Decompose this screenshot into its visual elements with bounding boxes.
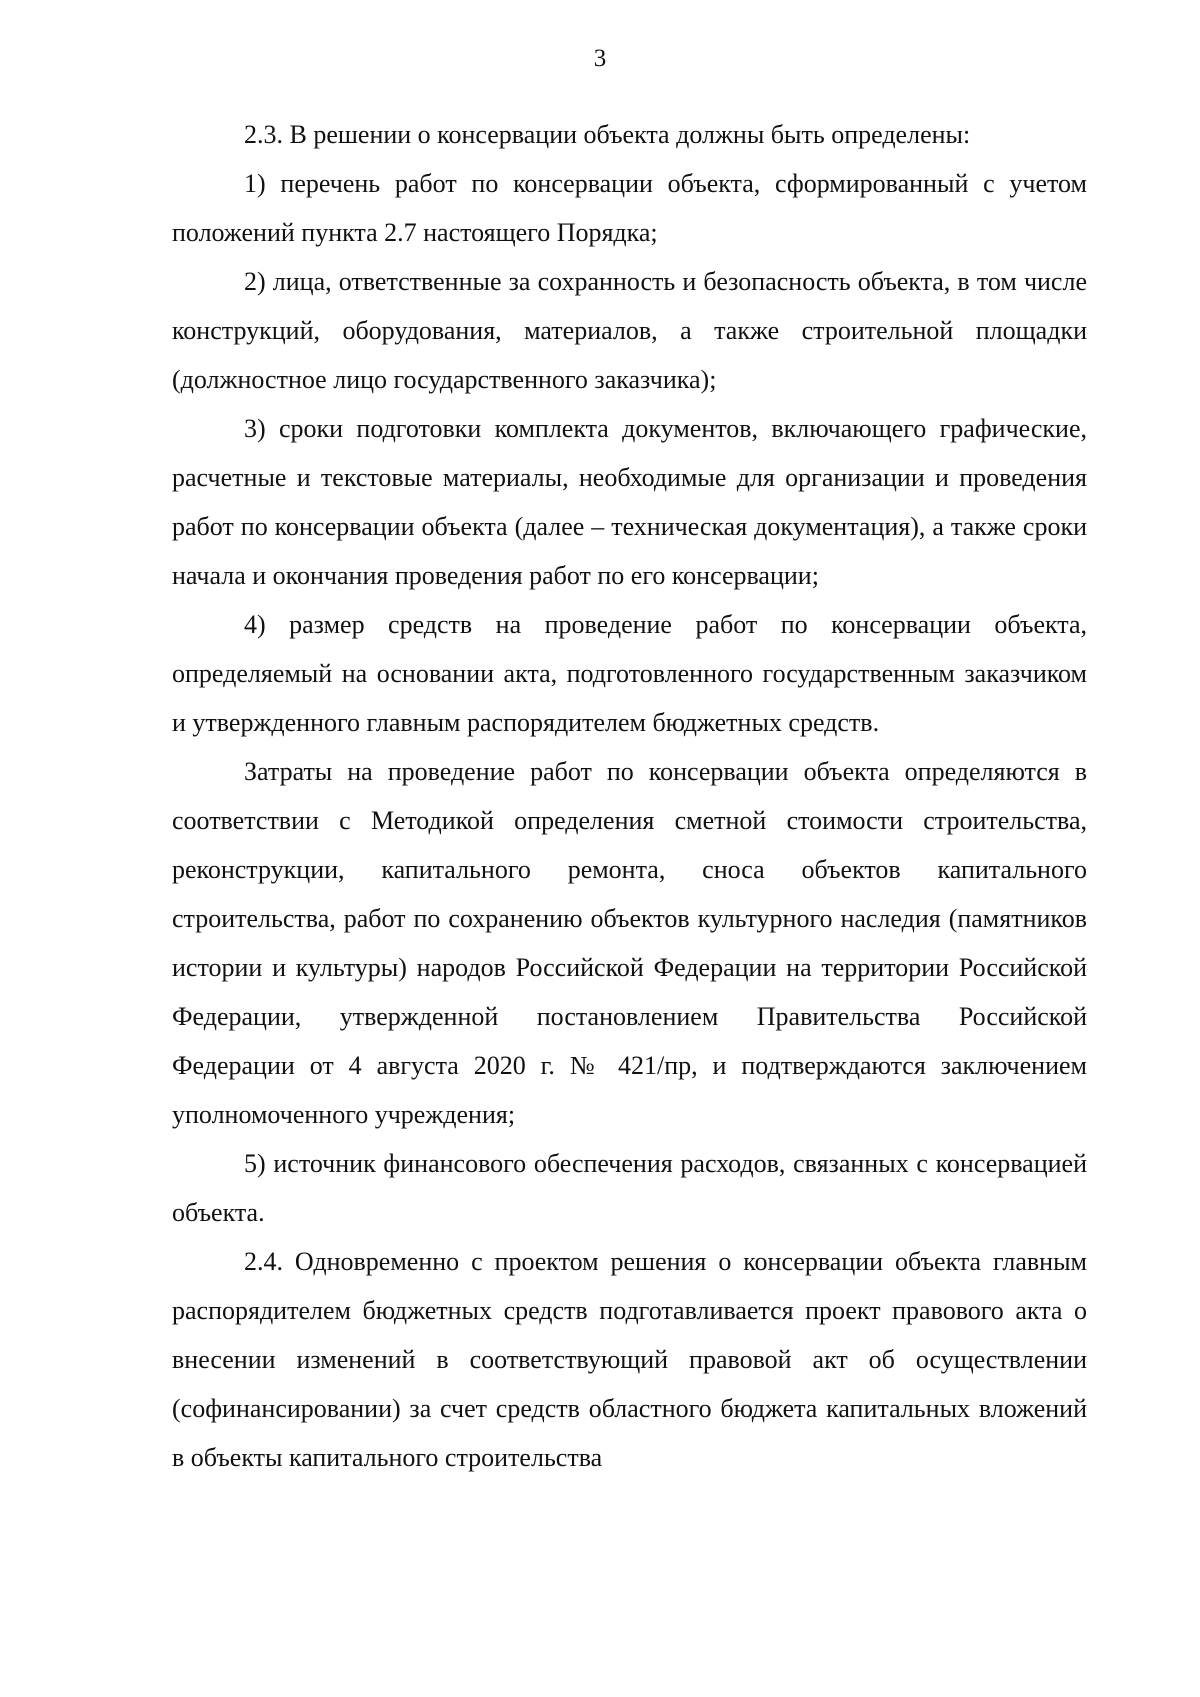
paragraph-2-4: 2.4. Одновременно с проектом решения о консервации объекта главным распорядителем бюджетных средств подготавливается проект правового акта о внесении изменений в соответствующий правовой акт об осуществлении (софинансировании) за счет средств областного бюджета капитальных вложений в объекты капитального строительства (172, 1247, 1087, 1472)
page-number: 3 (593, 45, 607, 72)
paragraph-item-2: 2) лица, ответственные за сохранность и безопасность объекта, в том числе конструкций, оборудования, материалов, а также строительной площадки (должностное лицо государственного заказчика); (172, 267, 1087, 394)
paragraph-item-1: 1) перечень работ по консервации объекта, сформированный с учетом положений пункта 2.7 настоящего Порядка; (172, 169, 1087, 247)
paragraph-costs: Затраты на проведение работ по консервации объекта определяются в соответствии с Методикой определения сметной стоимости строительства, реконструкции, капитального ремонта, сноса объектов капитального строительства, работ по сохранению объектов культурного наследия (памятников истории и культуры) народов Российской Федерации на территории Российской Федерации, утвержденной постановлением Правительства Российской Федерации от 4 августа 2020 г. № 421/пр, и подтверждаются заключением уполномоченного учреждения; (172, 757, 1087, 1129)
paragraph-item-5: 5) источник финансового обеспечения расходов, связанных с консервацией объекта. (172, 1149, 1087, 1227)
paragraph-item-3: 3) сроки подготовки комплекта документов, включающего графические, расчетные и текстовые материалы, необходимые для организации и проведения работ по консервации объекта (далее – техническая документация), а также сроки начала и окончания проведения работ по его консервации; (172, 414, 1087, 590)
document-body (172, 110, 1087, 1482)
paragraph-item-4: 4) размер средств на проведение работ по консервации объекта, определяемый на основании акта, подготовленного государственным заказчиком и утвержденного главным распорядителем бюджетных средств. (172, 610, 1087, 737)
paragraph-2-3-intro: 2.3. В решении о консервации объекта должны быть определены: (244, 120, 971, 149)
